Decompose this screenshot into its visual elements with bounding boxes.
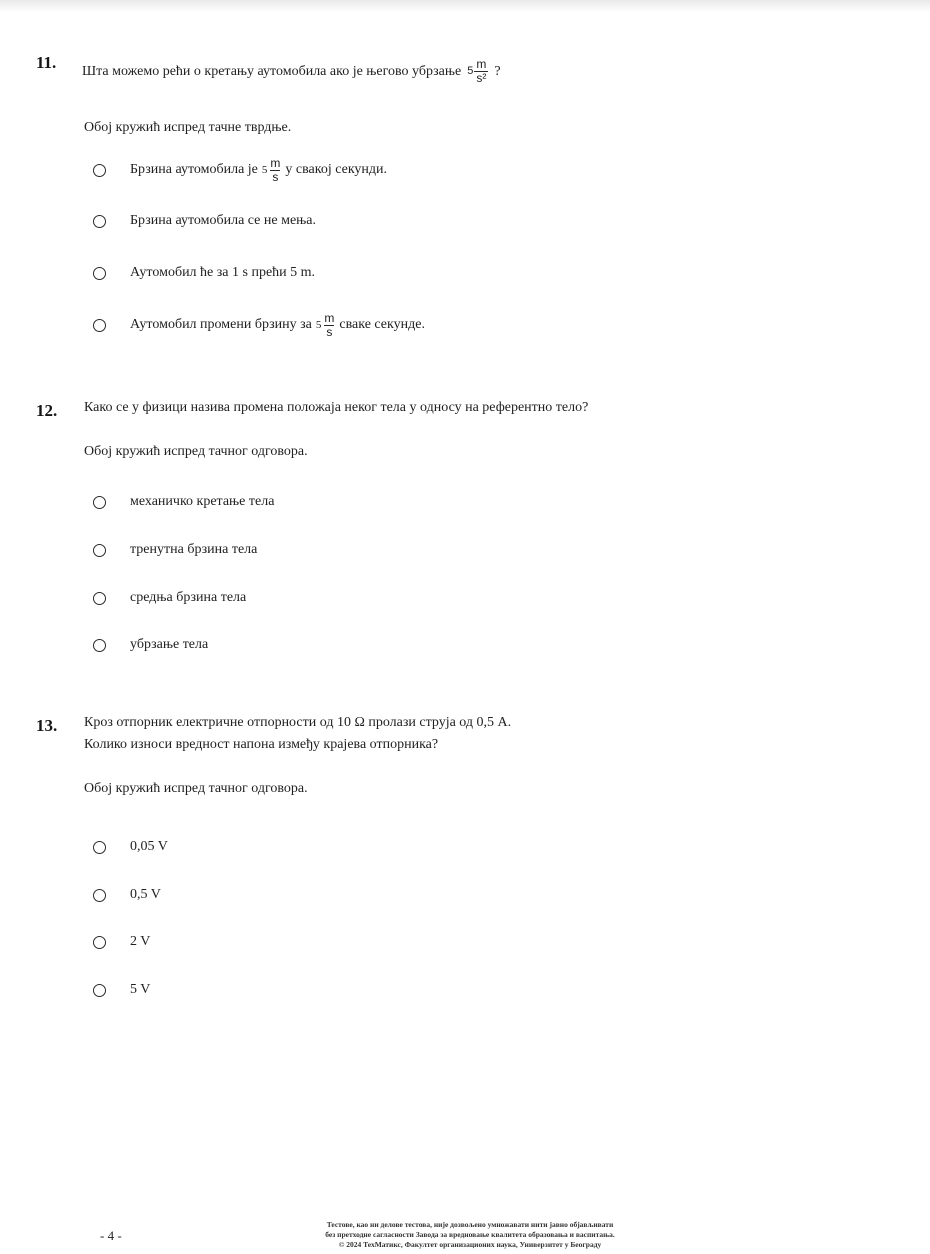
velocity-unit-fraction	[322, 312, 336, 339]
radio-circle[interactable]	[93, 936, 106, 949]
acceleration-value	[467, 58, 491, 85]
copyright-notice	[250, 1220, 690, 1250]
question-13-instruction: Обој кружић испред тачног одговора.	[84, 781, 308, 796]
copyright-line-3: © 2024 ТехМатикс, Факултет организационих наука, Универзитет у Београду	[338, 1240, 602, 1249]
option-label	[130, 157, 387, 184]
question-13-option-1[interactable]	[92, 836, 168, 858]
option-label: 0,05 V	[130, 839, 168, 854]
option-text-post: у свакој секунди.	[285, 162, 388, 177]
question-12-number: 12.	[36, 401, 58, 420]
radio-circle[interactable]	[93, 592, 106, 605]
acceleration-unit-fraction	[474, 58, 488, 85]
option-label: средња брзина тела	[130, 590, 247, 605]
copyright-line-1: Тестове, као ни делове тестова, није дозвољено умножавати нити јавно објављивати	[326, 1220, 614, 1229]
radio-circle[interactable]	[93, 639, 106, 652]
fraction-denominator: s²	[476, 71, 487, 85]
fraction-denominator: s	[272, 169, 279, 184]
question-11-option-1[interactable]	[92, 155, 388, 184]
option-text-pre: Брзина аутомобила је	[130, 162, 258, 177]
question-11-option-4[interactable]	[92, 310, 425, 339]
question-11-number: 11.	[36, 53, 57, 72]
option-label: 5 V	[130, 982, 151, 997]
question-12-text: Како се у физици назива промена положаја неког тела у односу на референтно тело?	[84, 400, 589, 415]
radio-circle[interactable]	[93, 496, 106, 509]
question-13-text-line-1: Кроз отпорник електричне отпорности од 10 Ω пролази струја од 0,5 A.	[84, 715, 512, 730]
question-11-text	[82, 58, 501, 85]
question-12-option-1[interactable]	[92, 491, 274, 513]
question-13-number: 13.	[36, 716, 58, 735]
acceleration-coef: 5	[467, 65, 474, 77]
fraction-denominator: s	[326, 324, 333, 339]
fraction-numerator: m	[324, 310, 335, 325]
copyright-line-2: без претходне сагласности Завода за вредновање квалитета образовања и васпитања.	[325, 1230, 615, 1239]
fraction-numerator: m	[270, 155, 281, 170]
question-13-option-2[interactable]	[92, 884, 161, 906]
radio-circle[interactable]	[93, 841, 106, 854]
option-label: 2 V	[130, 934, 151, 949]
radio-circle[interactable]	[93, 544, 106, 557]
option-label: Аутомобил ће за 1 s прећи 5 m.	[130, 265, 316, 280]
option-label: Брзина аутомобила се не мења.	[130, 213, 316, 228]
question-11-text-main: Шта можемо рећи о кретању аутомобила ако је његово убрзање	[82, 63, 462, 79]
page-number: - 4 -	[100, 1228, 122, 1243]
radio-circle[interactable]	[93, 215, 106, 228]
radio-circle[interactable]	[93, 319, 106, 332]
question-11-option-3[interactable]	[92, 262, 315, 284]
option-coef: 5	[315, 319, 322, 331]
option-label	[130, 312, 425, 339]
question-12-option-3[interactable]	[92, 587, 246, 609]
page-top-shadow	[0, 0, 930, 12]
question-13-option-4[interactable]	[92, 979, 150, 1001]
option-label: тренутна брзина тела	[130, 542, 258, 557]
radio-circle[interactable]	[93, 164, 106, 177]
option-label: убрзање тела	[130, 637, 209, 652]
question-12-instruction: Обој кружић испред тачног одговора.	[84, 444, 308, 459]
radio-circle[interactable]	[93, 889, 106, 902]
radio-circle[interactable]	[93, 984, 106, 997]
option-label: механичко кретање тела	[130, 494, 275, 509]
option-text-pre: Аутомобил промени брзину за	[130, 317, 312, 332]
question-12-option-4[interactable]	[92, 634, 208, 656]
velocity-unit-fraction	[268, 157, 282, 184]
question-11-option-2[interactable]	[92, 210, 316, 232]
option-text-post: сваке секунде.	[339, 317, 425, 332]
fraction-numerator: m	[476, 57, 487, 71]
question-11-qmark: ?	[494, 63, 501, 79]
radio-circle[interactable]	[93, 267, 106, 280]
question-11-instruction: Обој кружић испред тачне тврдње.	[84, 120, 292, 135]
question-13-option-3[interactable]	[92, 931, 150, 953]
question-13-text-line-2: Колико износи вредност напона између крајева отпорника?	[84, 737, 439, 752]
option-label: 0,5 V	[130, 887, 161, 902]
question-12-option-2[interactable]	[92, 539, 257, 561]
option-coef: 5	[261, 164, 268, 176]
